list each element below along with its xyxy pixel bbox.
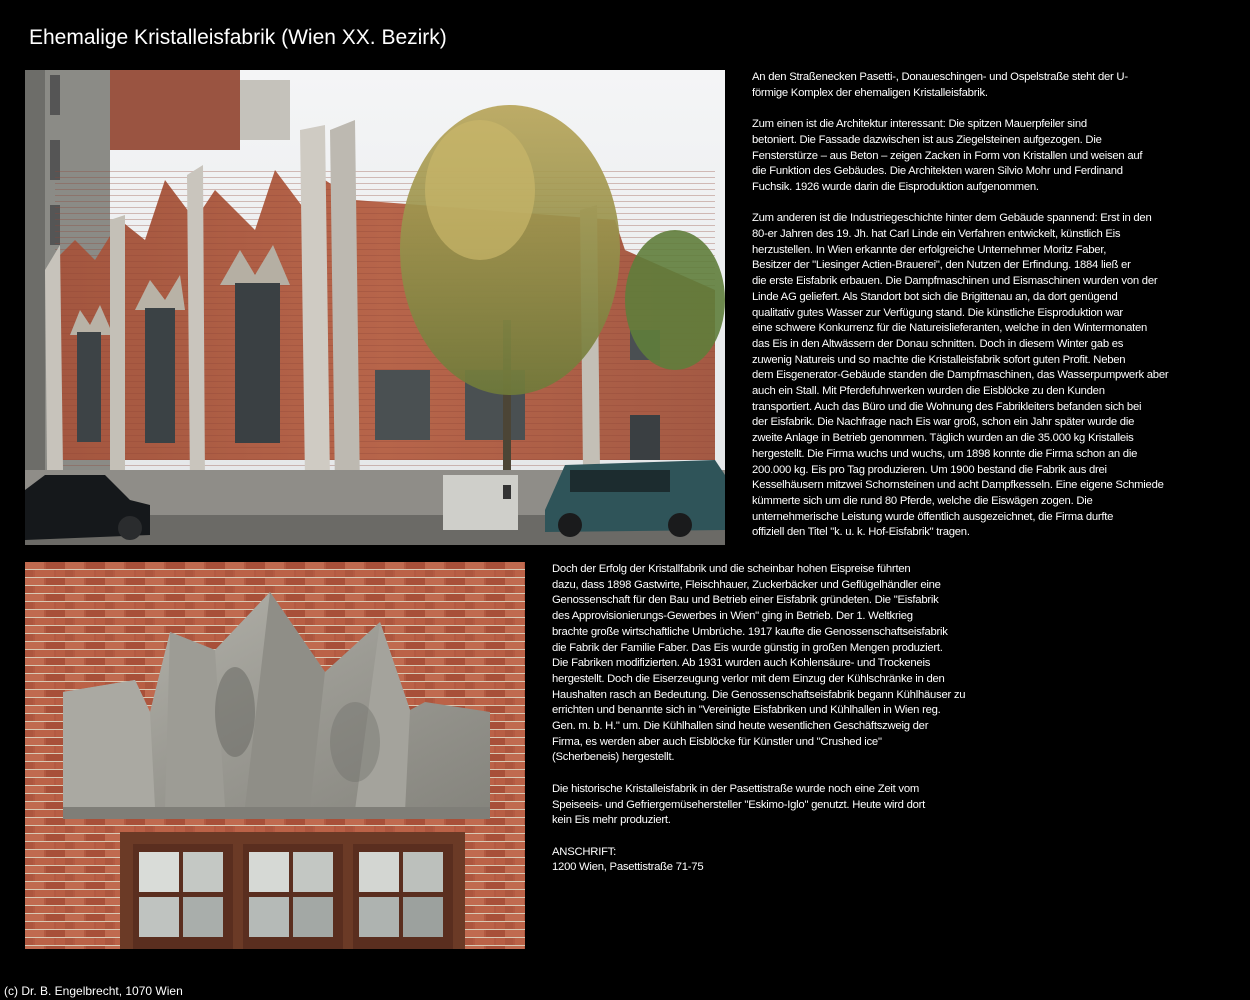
intro-paragraph: An den Straßenecken Pasetti-, Donaueschingen- und Ospelstraße steht der U- förmige Komplex der ehemaligen Kristalleisfabrik.	[752, 71, 1128, 99]
later-history-text-column	[552, 562, 1027, 892]
copyright-footer: (c) Dr. B. Engelbrecht, 1070 Wien	[4, 984, 183, 998]
window-lintel-detail-photo	[25, 562, 525, 949]
industry-history-paragraph: Zum anderen ist die Industriegeschichte hinter dem Gebäude spannend: Erst in den 80-er Jahren des 19. Jh. hat Carl Linde ein Verfahren entwickelt, künstlich Eis herzustellen. In Wien erkannte der erfolgreiche Unternehmer Moritz Faber, Besitzer der "Liesinger Actien-Brauerei", den Nutzen der Erfindung. 1884 ließ er die erste Eisfabrik erbauen. Die Dampfmaschinen und Eismaschinen wurden von der Linde AG geliefert. Als Standort bot sich die Brigittenau an, da dort genügend qualitativ gutes Wasser zur Verfügung stand. Die künstliche Eisproduktion war eine schwere Konkurrenz für die Natureislieferanten, welche in den Wintermonaten das Eis in den Altwässern der Donau schnitten. Doch in diesem Winter gab es zuwenig Natureis und so machte die Kristalleisfabrik sofort guten Profit. Neben dem Eisgenerator-Gebäude standen die Dampfmaschinen, das Wasserpumpwerk aber auch ein Stall. Mit Pferdefuhrwerken wurden die Eisblöcke zu den Kunden transportiert. Auch das Büro und die Wohnung des Fabrikleiters befanden sich bei der Eisfabrik. Die Nachfrage nach Eis war groß, schon ein Jahr später wurde die zweite Anlage in Betrieb genommen. Täglich wurden an die 35.000 kg Kristalleis hergestellt. Die Firma wuchs und wuchs, um 1898 konnte die Firma schon an die 200.000 kg. Eis pro Tag produzieren. Um 1900 bestand die Fabrik aus drei Kesselhäusern mitzwei Schornsteinen und acht Dampfkesseln. Eine eigene Schmiede kümmerte sich um die rund 80 Pferde, welche die Eiswägen zogen. Die unternehmerische Leistung wurde öffentlich ausgezeichnet, die Firma durfte offiziell den Titel "k. u. k. Hof-Eisfabrik" tragen.	[752, 212, 1169, 539]
page-title: Ehemalige Kristalleisfabrik (Wien XX. Bezirk)	[29, 26, 447, 49]
factory-building-image	[25, 70, 725, 545]
crystal-lintel-image	[25, 562, 525, 949]
cooperative-paragraph: Doch der Erfolg der Kristallfabrik und die scheinbar hohen Eispreise führten dazu, dass 1898 Gastwirte, Fleischhauer, Zuckerbäcker und Geflügelhändler eine Genossenschaft für den Bau und Betrieb einer Eisfabrik gründeten. Die "Eisfabrik des Approvisionierungs-Gewerbes in Wien" ging in Betrieb. Der 1. Weltkrieg brachte große wirtschaftliche Umbrüche. 1917 kaufte die Genossenschaftseisfabrik die Fabrik der Familie Faber. Das Eis wurde günstig in großen Mengen produziert. Die Fabriken modifizierten. Ab 1931 wurden auch Kohlensäure- und Trockeneis hergestellt. Doch die Eiserzeugung verlor mit dem Einzug der Kühlschränke in den Haushalten rasch an Bedeutung. Die Genossenschaftseisfabrik begann Kühlhäuser zu errichten und benannte sich in "Vereinigte Eisfabriken und Kühlhallen in Wien reg. Gen. m. b. H." um. Die Kühlhallen sind heute wesentlichen Geschäftszweig der Firma, es werden aber auch Eisblöcke für Künstler und "Crushed ice" (Scherbeneis) hergestellt.	[552, 563, 966, 764]
factory-building-photo	[25, 70, 725, 545]
history-text-column	[752, 70, 1232, 557]
architecture-paragraph: Zum einen ist die Architektur interessant: Die spitzen Mauerpfeiler sind betoniert. Die Fassade dazwischen ist aus Ziegelsteinen aufgezogen. Die Fensterstürze – aus Beton – zeigen Zacken in Form von Kristallen und weisen auf die Funktion des Gebäudes. Die Architekten waren Silvio Mohr und Ferdinand Fuchsik. 1926 wurde darin die Eisproduktion aufgenommen.	[752, 118, 1143, 193]
address-paragraph: ANSCHRIFT: 1200 Wien, Pasettistraße 71-75	[552, 845, 704, 874]
eskimo-iglo-paragraph: Die historische Kristalleisfabrik in der Pasettistraße wurde noch eine Zeit vom Speiseeis- und Gefriergemüsehersteller "Eskimo-Iglo" genutzt. Heute wird dort kein Eis mehr produziert.	[552, 782, 926, 827]
